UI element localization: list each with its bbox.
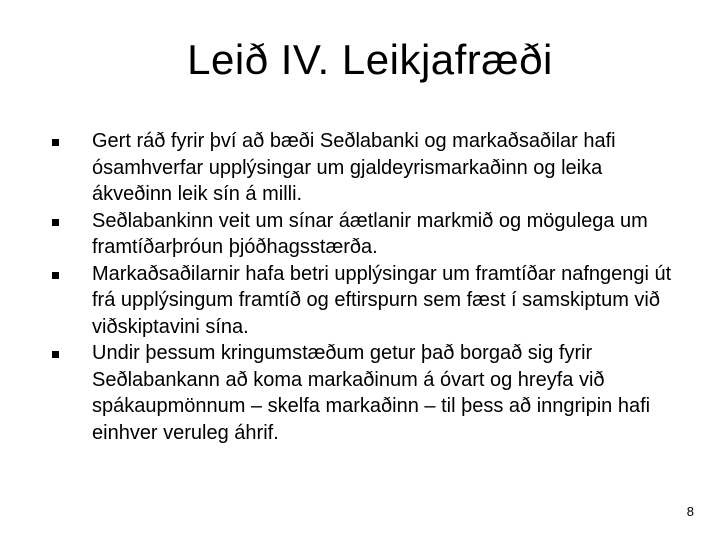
bullet-text: Markaðsaðilarnir hafa betri upplýsingar um framtíðar nafngengi út frá upplýsingum framtíð og eftirspurn sem fæst í samskiptum við viðskiptavini sína. bbox=[92, 262, 672, 338]
bullet-item bbox=[52, 340, 672, 446]
bullet-text: Seðlabankinn veit um sínar áætlanir markmið og mögulega um framtíðarþróun þjóðhagsstærða. bbox=[92, 209, 648, 258]
page-number: 8 bbox=[686, 504, 694, 519]
square-bullet-icon bbox=[52, 219, 59, 226]
slide-title: Leið IV. Leikjafræði bbox=[187, 36, 553, 83]
square-bullet-icon bbox=[52, 272, 59, 279]
bullet-text: Undir þessum kringumstæðum getur það borgað sig fyrir Seðlabankann að koma markaðinum á óvart og hreyfa við spákaupmönnum – skelfa markaðinn – til þess að inngripin hafi einhver veruleg áhrif. bbox=[92, 342, 651, 444]
square-bullet-icon bbox=[52, 351, 59, 358]
bullet-item bbox=[52, 128, 672, 208]
square-bullet-icon bbox=[52, 139, 59, 146]
bullet-list bbox=[52, 128, 672, 446]
bullet-item bbox=[52, 261, 672, 341]
bullet-text: Gert ráð fyrir því að bæði Seðlabanki og markaðsaðilar hafi ósamhverfar upplýsingar um gjaldeyrismarkaðinn og leika ákveðinn leik sín á milli. bbox=[92, 130, 616, 205]
bullet-item bbox=[52, 208, 672, 261]
